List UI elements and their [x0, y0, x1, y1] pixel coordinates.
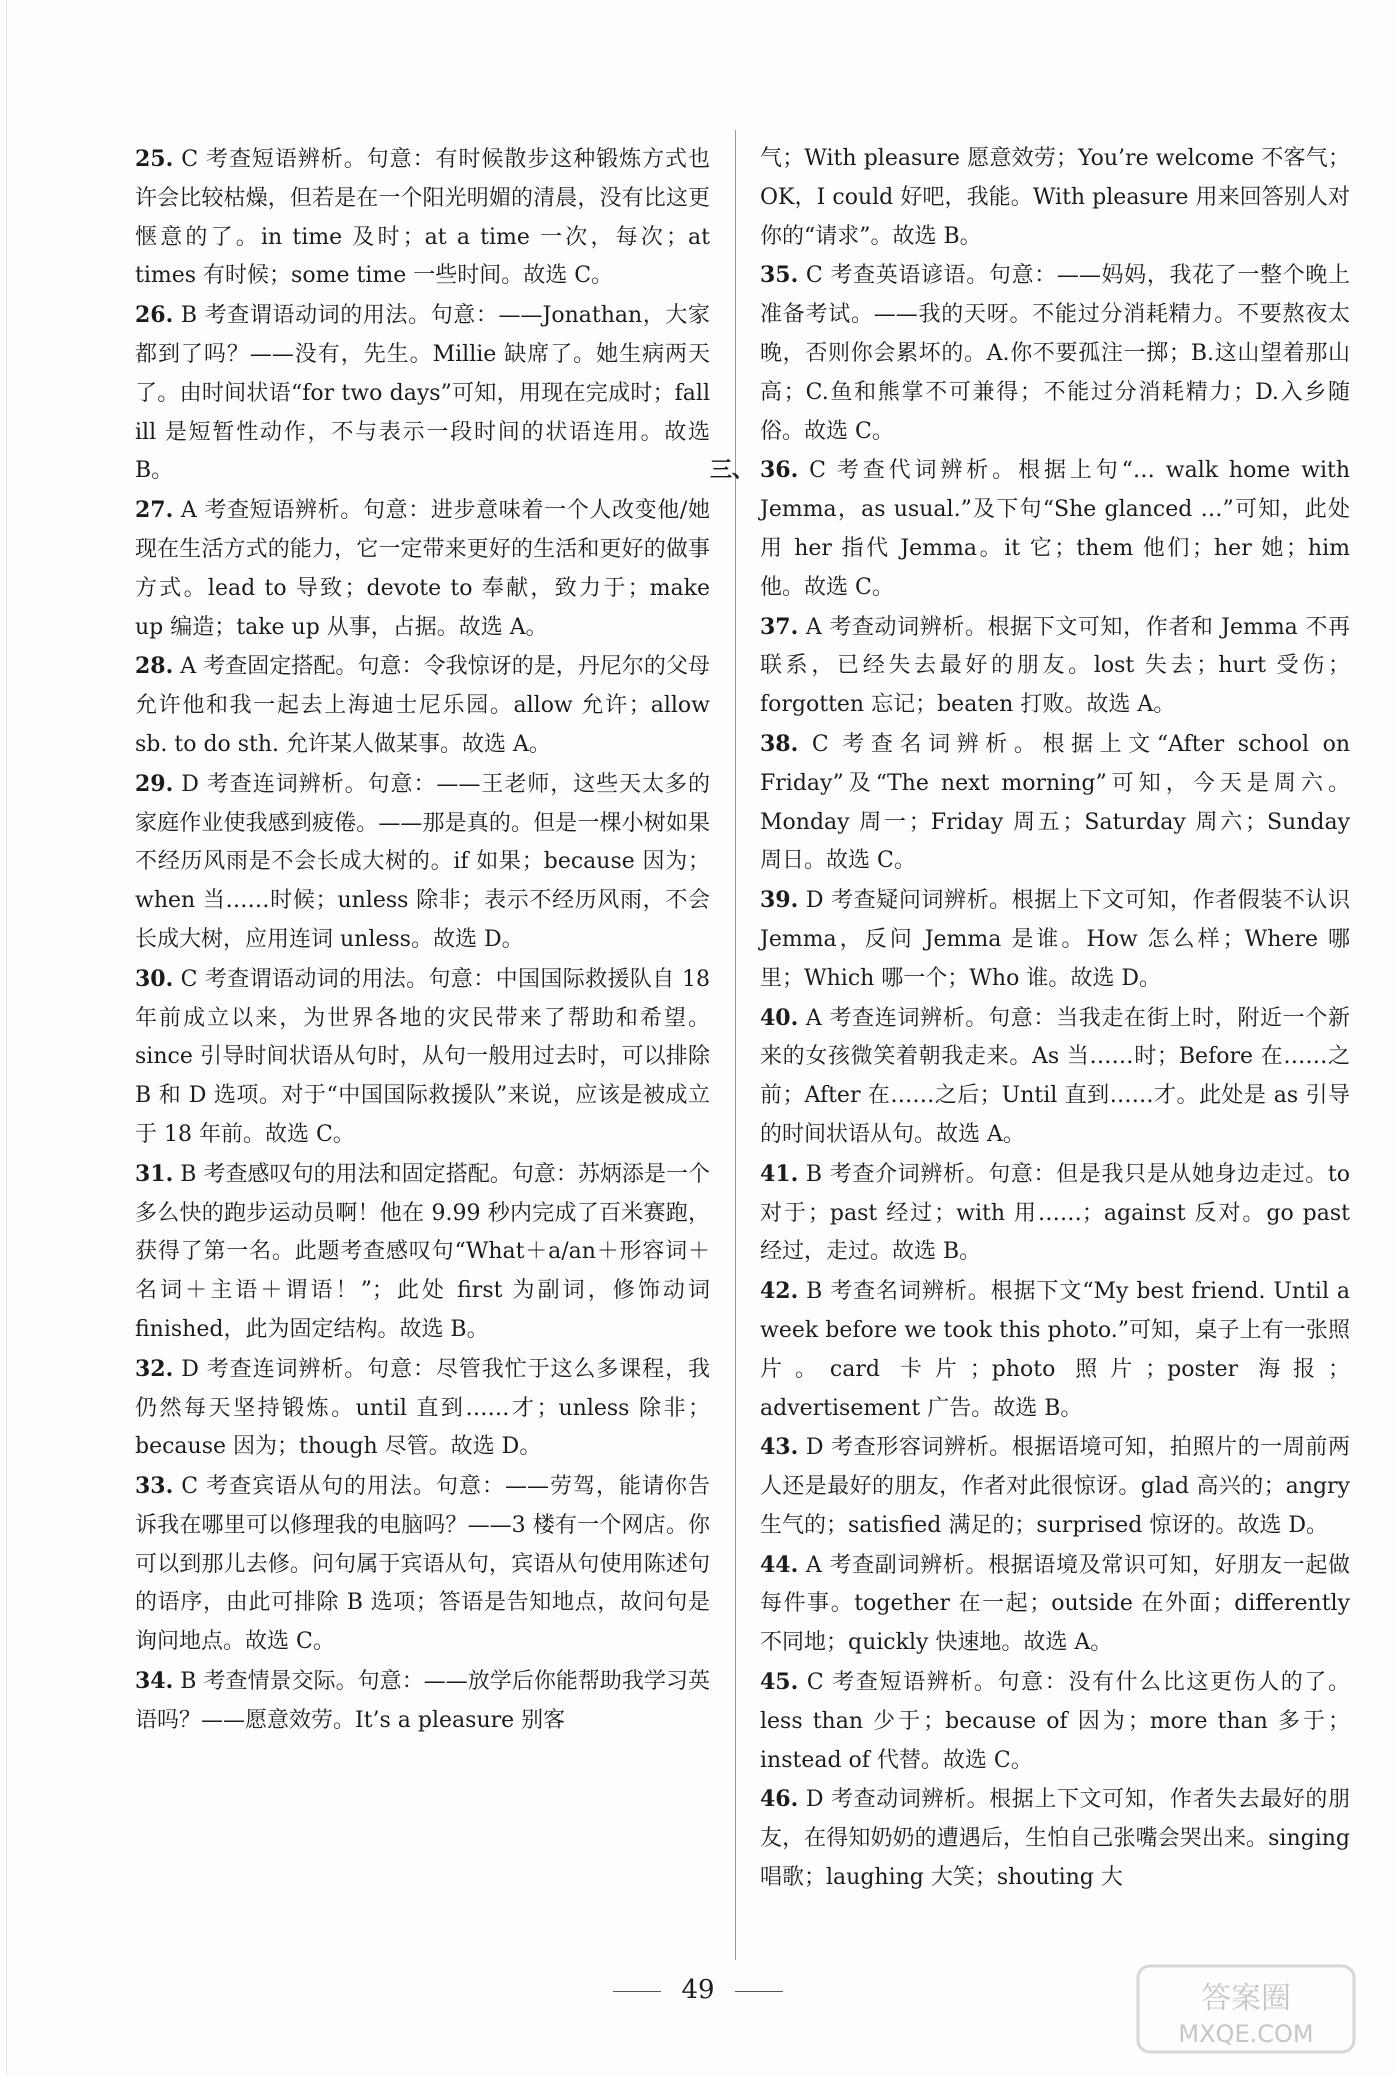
answer-item [760, 1428, 1350, 1545]
question-number: 39. [760, 887, 799, 914]
answer-text: A 考查固定搭配。句意：令我惊讶的是，丹尼尔的父母允许他和我一起去上海迪士尼乐园。allow 允许；allow sb. to do sth. 允许某人做某事。故选 A。 [135, 654, 710, 757]
answer-text: C 考查英语谚语。句意：——妈妈，我花了一整个晚上准备考试。——我的天呀。不能过分消耗精力。不要熬夜太晚，否则你会累坏的。A.你不要孤注一掷；B.这山望着那山高；C.鱼和熊掌不可兼得；不能过分消耗精力；D.入乡随俗。故选 C。 [760, 263, 1350, 444]
question-number: 25. [135, 146, 174, 172]
question-number: 26. [135, 302, 174, 329]
answer-text: D 考查连词辨析。句意：——王老师，这些天太多的家庭作业使我感到疲倦。——那是真的。但是一棵小树如果不经历风雨是不会长成大树的。if 如果；because 因为；when 当……时候；unless 除非；表示不经历风雨，不会长成大树，应用连词 unless。故选 D。 [135, 771, 710, 952]
answer-text: A 考查连词辨析。句意：当我走在街上时，附近一个新来的女孩微笑着朝我走来。As 当……时；Before 在……之前；After 在……之后；Until 直到……才。此处是 as 引导的时间状语从句。故选 A。 [760, 1005, 1350, 1147]
right-column [710, 140, 1350, 1898]
section-label: 三、 [710, 457, 755, 484]
question-number: 44. [760, 1551, 799, 1578]
answer-item [135, 765, 710, 960]
question-number: 31. [135, 1160, 174, 1187]
answer-item [135, 140, 710, 296]
question-number: 29. [135, 770, 174, 797]
answer-text: B 考查谓语动词的用法。句意：——Jonathan，大家都到了吗？——没有，先生。Millie 缺席了。她生病两天了。由时间状语“for two days”可知，用现在完成时；fall ill 是短暂性动作，不与表示一段时间的状语连用。故选 B。 [135, 303, 710, 484]
watermark-logo-text: 答案圈 [1201, 1981, 1291, 2016]
answer-item [760, 1780, 1350, 1897]
answer-text: B 考查介词辨析。句意：但是我只是从她身边走过。to 对于；past 经过；with 用……；against 反对。go past 经过，走过。故选 B。 [760, 1161, 1350, 1265]
question-number: 42. [760, 1278, 799, 1305]
answer-text: D 考查疑问词辨析。根据上下文可知，作者假装不认识 Jemma，反问 Jemma 是谁。How 怎么样；Where 哪里；Which 哪一个；Who 谁。故选 D。 [760, 888, 1350, 991]
question-number: 34. [135, 1668, 174, 1695]
question-number: 33. [135, 1473, 174, 1500]
question-number: 36. [760, 457, 799, 484]
answer-item [135, 1467, 710, 1662]
answer-item [760, 881, 1350, 998]
answer-item [760, 140, 1350, 256]
answer-text: A 考查短语辨析。句意：进步意味着一个人改变他/她现在生活方式的能力，它一定带来更好的生活和更好的做事方式。lead to 导致；devote to 奉献，致力于；make up 编造；take up 从事，占据。故选 A。 [135, 498, 710, 640]
answer-text: D 考查动词辨析。根据上下文可知，作者失去最好的朋友，在得知奶奶的遭遇后，生怕自己张嘴会哭出来。singing 唱歌；laughing 大笑；shouting 大 [760, 1787, 1350, 1891]
answer-item [760, 256, 1350, 451]
answer-item [135, 1155, 710, 1350]
answer-text: B 考查感叹句的用法和固定搭配。句意：苏炳添是一个多么快的跑步运动员啊！他在 9.99 秒内完成了百米赛跑，获得了第一名。此题考查感叹句“What＋a/an＋形容词＋名词＋主语＋谓语！”；此处 first 为副词，修饰动词 finished，此为固定结构。故选 B。 [135, 1161, 710, 1342]
column-divider [735, 130, 736, 1960]
answer-item [710, 451, 1350, 607]
answer-item [760, 1155, 1350, 1272]
answer-text: A 考查动词辨析。根据下文可知，作者和 Jemma 不再联系，已经失去最好的朋友。lost 失去；hurt 受伤；forgotten 忘记；beaten 打败。故选 A。 [760, 614, 1350, 718]
question-number: 27. [135, 497, 174, 524]
answer-item [760, 1546, 1350, 1663]
watermark-url: MXQE.COM [1178, 2020, 1314, 2048]
question-number: 41. [760, 1160, 799, 1187]
page-number: 49 [681, 1975, 715, 2005]
answer-item [760, 1663, 1350, 1780]
answer-item [135, 1662, 710, 1741]
answer-item [135, 1350, 710, 1467]
answer-text: B 考查名词辨析。根据下文“My best friend. Until a week before we took this photo.”可知，桌子上有一张照片。card 卡片；photo 照片；poster 海报；advertisement 广告。故选 B。 [760, 1279, 1350, 1421]
answer-item [135, 491, 710, 647]
answer-text: D 考查连词辨析。句意：尽管我忙于这么多课程，我仍然每天坚持锻炼。until 直到……才；unless 除非；because 因为；though 尽管。故选 D。 [135, 1356, 710, 1460]
binding-line [6, 0, 7, 2076]
answer-item [135, 647, 710, 764]
answer-item [760, 725, 1350, 881]
answer-item [135, 960, 710, 1155]
answer-text: C 考查代词辨析。根据上句“… walk home with Jemma，as usual.”及下句“She glanced …”可知，此处用 her 指代 Jemma。it 它；them 他们；her 她；him 他。故选 C。 [760, 458, 1350, 600]
answer-text: C 考查宾语从句的用法。句意：——劳驾，能请你告诉我在哪里可以修理我的电脑吗？——3 楼有一个网店。你可以到那儿去修。问句属于宾语从句，宾语从句使用陈述句的语序，由此可排除 B 选项；答语是告知地点，故问句是询问地点。故选 C。 [135, 1474, 710, 1655]
question-number: 30. [135, 965, 174, 992]
question-number: 45. [760, 1669, 799, 1696]
question-number: 37. [760, 613, 799, 640]
answer-text: D 考查形容词辨析。根据语境可知，拍照片的一周前两人还是最好的朋友，作者对此很惊讶。glad 高兴的；angry 生气的；satisfied 满足的；surprised 惊讶的。故选 D。 [760, 1435, 1350, 1538]
answer-text: C 考查短语辨析。句意：有时候散步这种锻炼方式也许会比较枯燥，但若是在一个阳光明媚的清晨，没有比这更惬意的了。in time 及时；at a time 一次，每次；at times 有时候；some time 一些时间。故选 C。 [135, 147, 710, 289]
answer-text: C 考查名词辨析。根据上文“After school on Friday”及“The next morning”可知，今天是周六。Monday 周一；Friday 周五；Saturday 周六；Sunday 周日。故选 C。 [760, 731, 1350, 874]
answer-text: A 考查副词辨析。根据语境及常识可知，好朋友一起做每件事。together 在一起；outside 在外面；differently 不同地；quickly 快速地。故选 A。 [760, 1552, 1350, 1656]
left-column [135, 140, 710, 1741]
site-watermark-logo [1136, 1964, 1356, 2054]
answer-text: C 考查短语辨析。句意：没有什么比这更伤人的了。less than 少于；because of 因为；more than 多于；instead of 代替。故选 C。 [760, 1670, 1350, 1773]
answer-item [760, 1272, 1350, 1428]
answer-item [760, 999, 1350, 1155]
question-number: 35. [760, 262, 799, 289]
answer-text: C 考查谓语动词的用法。句意：中国国际救援队自 18 年前成立以来，为世界各地的灾民带来了帮助和希望。since 引导时间状语从句时，从句一般用过去时，可以排除 B 和 D 选项。对于“中国国际救援队”来说，应该是被成立于 18 年前。故选 C。 [135, 966, 710, 1147]
question-number: 38. [760, 730, 799, 757]
question-number: 43. [760, 1434, 799, 1461]
answer-text: B 考查情景交际。句意：——放学后你能帮助我学习英语吗？——愿意效劳。It’s a pleasure 别客 [135, 1669, 710, 1733]
question-number: 46. [760, 1786, 799, 1813]
footer-dash-left [613, 1991, 661, 1992]
question-number: 28. [135, 653, 174, 680]
answer-item [135, 296, 710, 491]
question-number: 32. [135, 1355, 174, 1382]
answer-text: 气；With pleasure 愿意效劳；You’re welcome 不客气；OK，I could 好吧，我能。With pleasure 用来回答别人对你的“请求”。故选 B。 [760, 146, 1350, 249]
answer-item [760, 608, 1350, 725]
footer-dash-right [735, 1991, 783, 1992]
question-number: 40. [760, 1004, 799, 1031]
